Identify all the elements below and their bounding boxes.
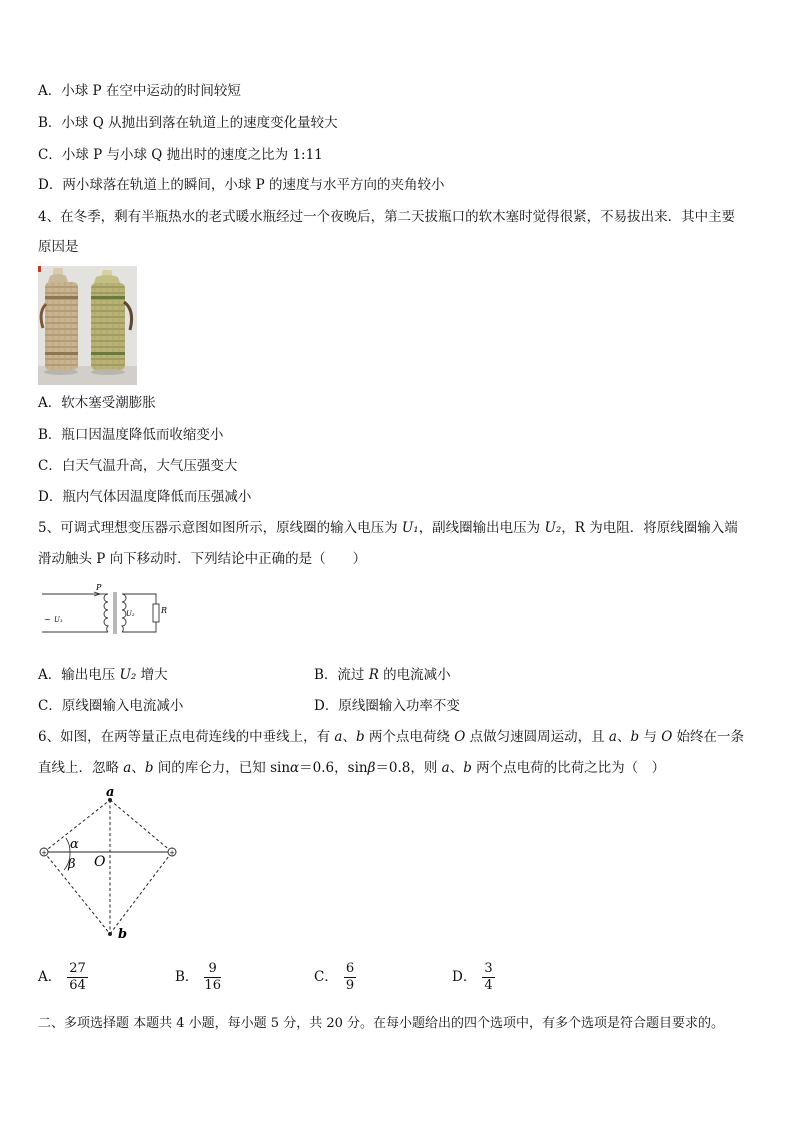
transformer-circuit-diagram — [38, 582, 168, 642]
fig-label-beta: β — [68, 857, 76, 872]
q4-option-c: C．白天气温升高，大气压强变大 — [38, 458, 238, 474]
q4-option-b: B．瓶口因温度降低而收缩变小 — [38, 427, 224, 443]
svg-text:+: + — [41, 849, 47, 857]
fig-label-o: O — [94, 854, 106, 870]
charge-b-dot — [108, 932, 112, 936]
fig-label-alpha: α — [70, 837, 79, 852]
fig-label-u2: U₂ — [126, 610, 135, 618]
q6-option-d: D． $\frac{3}{4}$ — [452, 961, 493, 993]
fig-label-p: P — [96, 583, 102, 592]
q6-stem-line2: 直线上．忽略 a、b 间的库仑力，已知 sinα＝0.6，sinβ＝0.8，则 a、b 两个点电荷的比荷之比为（ ） — [38, 760, 666, 776]
q5-option-b: B．流过 R 的电流减小 — [314, 667, 451, 683]
q4-option-a: A．软木塞受潮膨胀 — [38, 395, 156, 411]
q5-stem-line2: 滑动触头 P 向下移动时．下列结论中正确的是（ ） — [38, 551, 367, 567]
q4-option-d: D．瓶内气体因温度降低而压强减小 — [38, 489, 252, 505]
q6-option-c: C． $\frac{6}{9}$ — [314, 961, 355, 993]
fig-label-a: a — [106, 786, 115, 800]
q4-stem-line1: 4、在冬季，剩有半瓶热水的老式暖水瓶经过一个夜晚后，第二天拔瓶口的软木塞时觉得很紧，不易拔出来．其中主要 — [38, 209, 736, 225]
q6-option-a: A． $\frac{27}{64}$ — [38, 961, 86, 993]
fig-label-r: R — [161, 606, 168, 615]
fig-label-ac: ~ — [44, 615, 51, 624]
q4-stem-line2: 原因是 — [38, 239, 79, 255]
q3-option-d: D．两小球落在轨道上的瞬间，小球 P 的速度与水平方向的夹角较小 — [38, 177, 445, 193]
section-2-heading: 二、多项选择题 本题共 4 小题，每小题 5 分，共 20 分。在每小题给出的四个选项中，有多个选项是符合题目要求的。 — [38, 1016, 725, 1031]
fig-label-u1: U₁ — [54, 616, 63, 624]
q3-option-b: B．小球 Q 从抛出到落在轨道上的速度变化量较大 — [38, 115, 338, 131]
q3-option-c: C．小球 P 与小球 Q 抛出时的速度之比为 1:11 — [38, 147, 323, 163]
q5-option-a: A．输出电压 U₂ 增大 — [38, 667, 168, 683]
q6-option-b: B． $\frac{9}{16}$ — [175, 961, 221, 993]
q6-stem-line1: 6、如图，在两等量正点电荷连线的中垂线上，有 a、b 两个点电荷绕 O 点做匀速圆周运动，且 a、b 与 O 始终在一条 — [38, 729, 745, 745]
q3-option-a: A．小球 P 在空中运动的时间较短 — [38, 83, 241, 99]
thermos-bottles-photo — [38, 266, 137, 385]
charges-geometry-diagram — [36, 786, 186, 941]
fig-label-b: b — [118, 927, 128, 941]
q5-option-d: D．原线圈输入功率不变 — [314, 698, 460, 714]
q5-stem-line1: 5、可调式理想变压器示意图如图所示，原线圈的输入电压为 U₁，副线圈输出电压为 U₂，R 为电阻．将原线圈输入端 — [38, 520, 738, 536]
svg-text:+: + — [169, 849, 175, 857]
q5-option-c: C．原线圈输入电流减小 — [38, 698, 184, 714]
